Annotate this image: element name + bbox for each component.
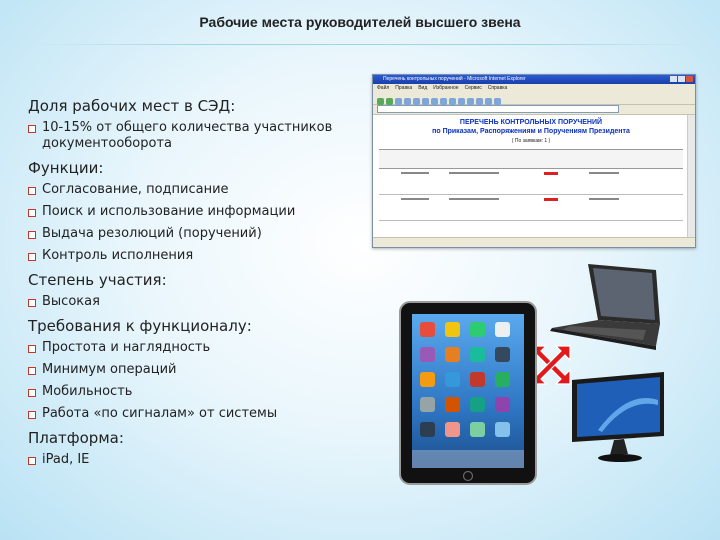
- bullet-text: Работа «по сигналам» от системы: [42, 406, 278, 421]
- browser-menu-item: Файл: [377, 85, 390, 91]
- section-heading: Степень участия:: [28, 271, 167, 289]
- browser-menu-item: Правка: [395, 85, 413, 91]
- bullet-list: [28, 452, 368, 468]
- page-heading-3: ( По заявкам: 1 ): [511, 138, 551, 144]
- bullet-square-icon: [28, 209, 36, 217]
- app-icon: [445, 422, 460, 437]
- bullet-item: [28, 362, 368, 378]
- bullet-text: Мобильность: [42, 384, 133, 399]
- browser-titlebar: [373, 75, 695, 84]
- content-area: [28, 96, 368, 474]
- browser-menu-item: Избранное: [433, 85, 459, 91]
- browser-menu-item: Справка: [487, 85, 508, 91]
- app-icon: [495, 397, 510, 412]
- bullet-text: Поиск и использование информации: [42, 204, 296, 219]
- app-icon: [445, 372, 460, 387]
- orders-table: [379, 149, 683, 220]
- bullet-item: [28, 226, 368, 242]
- browser-toolbar: [373, 92, 695, 105]
- bullet-item: [28, 384, 368, 400]
- bullet-item: [28, 248, 368, 264]
- browser-scrollbar: [687, 115, 695, 237]
- bullet-square-icon: [28, 411, 36, 419]
- bullet-square-icon: [28, 253, 36, 261]
- app-icon: [445, 397, 460, 412]
- bullet-item: [28, 294, 368, 310]
- bullet-text: Высокая: [42, 294, 100, 309]
- browser-page: [375, 115, 687, 237]
- bullet-square-icon: [28, 345, 36, 353]
- section-heading: Требования к функционалу:: [28, 317, 252, 335]
- app-icon: [495, 422, 510, 437]
- browser-menu-item: Вид: [418, 85, 428, 91]
- address-field: [377, 105, 619, 113]
- browser-window-title: Перечень контрольных поручений - Microsoft Internet Explorer: [383, 76, 526, 82]
- bullet-text: 10-15% от общего количества участников документооборота: [42, 120, 333, 151]
- slide-title: Рабочие места руководителей высшего звена: [199, 14, 521, 30]
- bullet-item: [28, 204, 368, 220]
- bullet-list: [28, 182, 368, 264]
- app-icon: [495, 347, 510, 362]
- bullet-item: [28, 340, 368, 356]
- app-icon: [420, 397, 435, 412]
- browser-menubar: [373, 84, 695, 92]
- app-icon: [445, 322, 460, 337]
- bullet-text: Контроль исполнения: [42, 248, 194, 263]
- page-heading-2: по Приказам, Распоряжениям и Поручениям Президента: [432, 128, 630, 135]
- monitor-image: [568, 370, 668, 470]
- bullet-text: iPad, IE: [42, 452, 90, 467]
- section-heading: Доля рабочих мест в СЭД:: [28, 97, 236, 115]
- bullet-list: [28, 120, 368, 152]
- bullet-list: [28, 340, 368, 422]
- bullet-list: [28, 294, 368, 310]
- bullet-text: Выдача резолюций (поручений): [42, 226, 262, 241]
- bullet-square-icon: [28, 125, 36, 133]
- app-icon: [420, 422, 435, 437]
- app-icon: [470, 422, 485, 437]
- bullet-item: [28, 406, 368, 422]
- section-heading: Платформа:: [28, 429, 124, 447]
- bullet-square-icon: [28, 457, 36, 465]
- bullet-square-icon: [28, 231, 36, 239]
- app-icon: [495, 322, 510, 337]
- page-heading-1: ПЕРЕЧЕНЬ КОНТРОЛЬНЫХ ПОРУЧЕНИЙ: [459, 119, 603, 126]
- bullet-item: [28, 120, 368, 152]
- app-icon: [495, 372, 510, 387]
- ipad-image: [398, 300, 538, 486]
- bullet-text: Согласование, подписание: [42, 182, 229, 197]
- bullet-text: Простота и наглядность: [42, 340, 211, 355]
- bullet-square-icon: [28, 187, 36, 195]
- bullet-item: [28, 182, 368, 198]
- browser-address-bar: [373, 105, 695, 115]
- bullet-square-icon: [28, 299, 36, 307]
- app-icon: [445, 347, 460, 362]
- bullet-square-icon: [28, 389, 36, 397]
- app-icon: [420, 322, 435, 337]
- app-icon: [420, 372, 435, 387]
- bullet-text: Минимум операций: [42, 362, 177, 377]
- window-buttons: [669, 76, 693, 86]
- section-heading: Функции:: [28, 159, 104, 177]
- app-icon: [470, 397, 485, 412]
- app-icon: [470, 372, 485, 387]
- browser-statusbar: [373, 237, 695, 247]
- app-icon: [420, 347, 435, 362]
- bullet-square-icon: [28, 367, 36, 375]
- browser-screenshot: [372, 74, 696, 248]
- browser-menu-item: Сервис: [464, 85, 482, 91]
- bullet-item: [28, 452, 368, 468]
- title-divider: [30, 44, 700, 45]
- app-icon: [470, 322, 485, 337]
- app-icon: [470, 347, 485, 362]
